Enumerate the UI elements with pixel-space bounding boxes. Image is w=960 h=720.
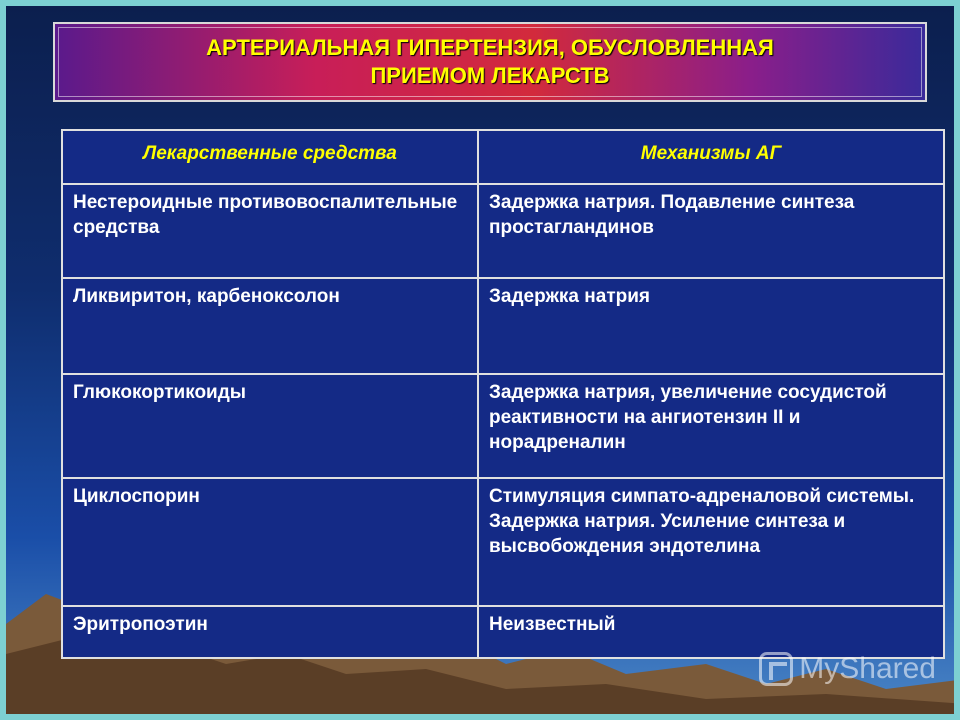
table-header-row xyxy=(62,130,944,184)
drug-cell: Глюкокортикоиды xyxy=(62,374,478,478)
slide-title-box xyxy=(53,22,927,102)
table-row xyxy=(62,478,944,606)
mechanism-cell: Задержка натрия xyxy=(478,278,944,374)
header-mechanisms: Механизмы АГ xyxy=(478,130,944,184)
drug-cell: Ликвиритон, карбеноксолон xyxy=(62,278,478,374)
header-drugs: Лекарственные средства xyxy=(62,130,478,184)
drug-cell: Циклоспорин xyxy=(62,478,478,606)
myshared-logo-icon xyxy=(759,652,793,686)
title-inner-border xyxy=(58,27,922,97)
slide-title: АРТЕРИАЛЬНАЯ ГИПЕРТЕНЗИЯ, ОБУСЛОВЛЕННАЯ ПРИЕМОМ ЛЕКАРСТВ xyxy=(206,35,774,88)
mechanism-cell: Задержка натрия, увеличение сосудистой реактивности на ангиотензин II и норадреналин xyxy=(478,374,944,478)
watermark-text: MyShared xyxy=(799,652,936,685)
table-row xyxy=(62,184,944,278)
mechanism-cell: Неизвестный xyxy=(478,606,944,658)
watermark xyxy=(759,652,936,686)
mechanism-cell: Стимуляция симпато-адреналовой системы. Задержка натрия. Усиление синтеза и высвобождения эндотелина xyxy=(478,478,944,606)
drug-cell: Нестероидные противовоспалительные средства xyxy=(62,184,478,278)
drug-mechanism-table xyxy=(61,129,945,659)
table-row xyxy=(62,606,944,658)
table-row xyxy=(62,278,944,374)
table-row xyxy=(62,374,944,478)
drug-cell: Эритропоэтин xyxy=(62,606,478,658)
mechanism-cell: Задержка натрия. Подавление синтеза простагландинов xyxy=(478,184,944,278)
